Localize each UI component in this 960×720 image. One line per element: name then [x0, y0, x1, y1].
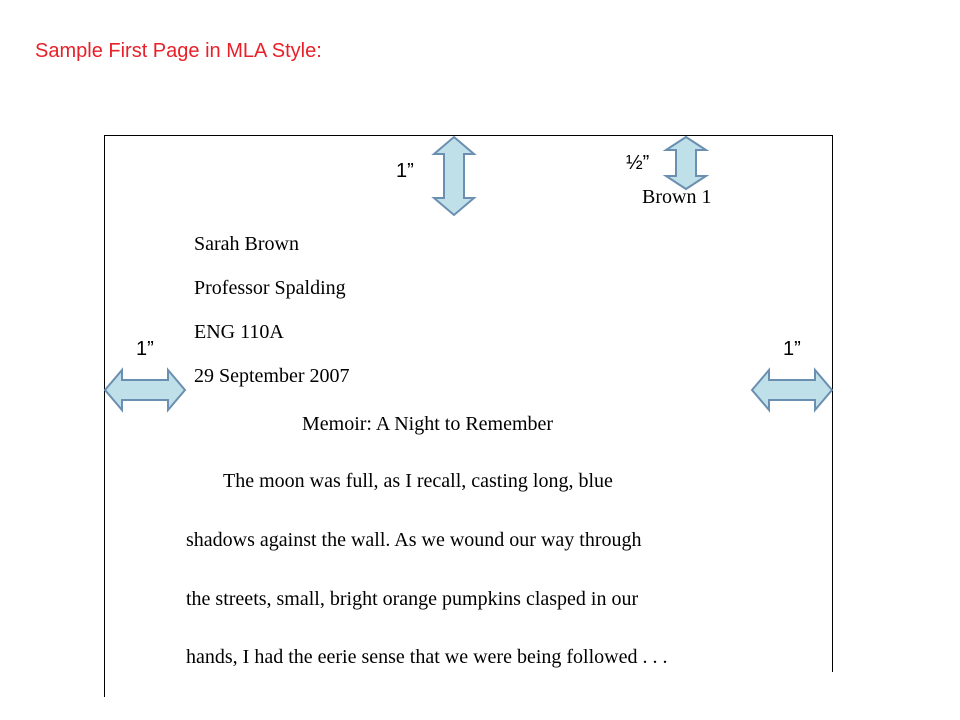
top-margin-arrow-icon: [432, 136, 476, 216]
heading-course: ENG 110A: [194, 321, 284, 343]
header-margin-arrow-icon: [664, 136, 708, 190]
heading-date: 29 September 2007: [194, 365, 350, 387]
body-line: hands, I had the eerie sense that we were being followed . . .: [186, 646, 668, 668]
essay-title: Memoir: A Night to Remember: [302, 413, 554, 435]
top-margin-label: 1”: [396, 160, 414, 182]
body-line: shadows against the wall. As we wound our way through: [186, 529, 642, 551]
left-margin-label: 1”: [136, 338, 154, 360]
body-line: The moon was full, as I recall, casting long, blue: [223, 470, 613, 492]
heading-instructor: Professor Spalding: [194, 277, 346, 299]
body-line: the streets, small, bright orange pumpkins clasped in our: [186, 588, 639, 610]
header-margin-label: ½”: [626, 152, 650, 174]
page-left-edge: [104, 135, 105, 697]
right-margin-label: 1”: [783, 338, 801, 360]
heading-student-name: Sarah Brown: [194, 233, 299, 255]
left-margin-arrow-icon: [104, 368, 186, 412]
slide-title: Sample First Page in MLA Style:: [35, 40, 322, 62]
right-margin-arrow-icon: [751, 368, 833, 412]
page-header: Brown 1: [642, 186, 712, 208]
